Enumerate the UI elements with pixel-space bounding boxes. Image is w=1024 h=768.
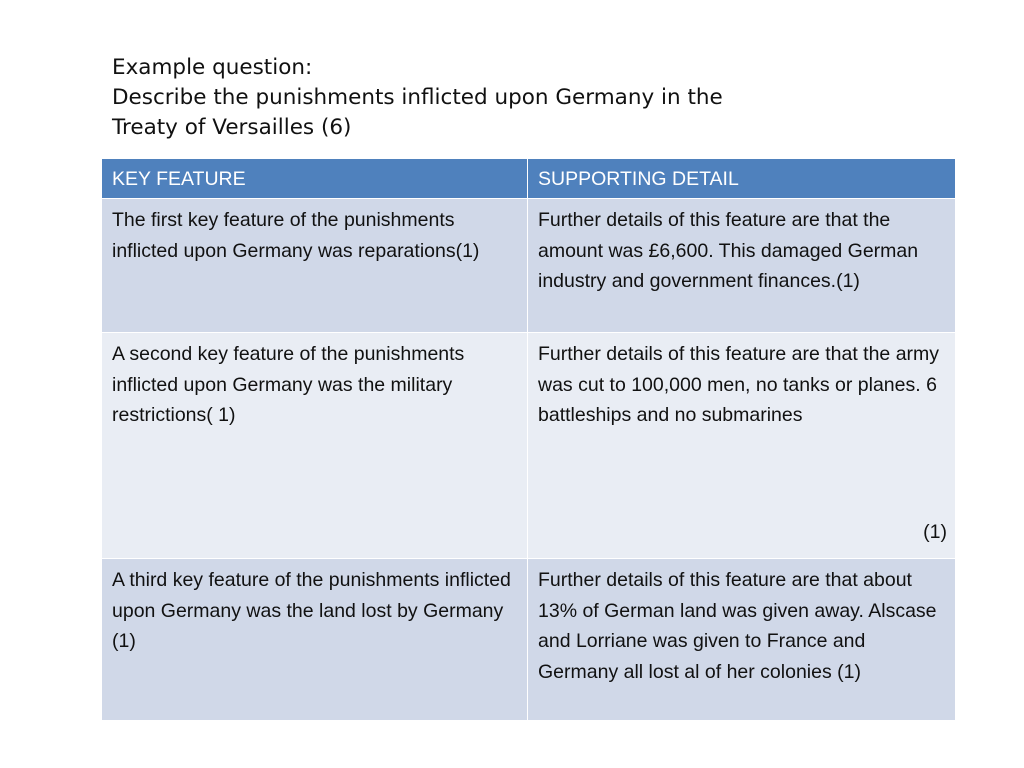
header-supporting-detail: SUPPORTING DETAIL [528, 159, 956, 199]
question-text-line-1: Describe the punishments inflicted upon Germany in the [112, 85, 723, 110]
question-text-line-2: Treaty of Versailles (6) [112, 115, 352, 140]
question-heading [112, 53, 972, 143]
key-feature-cell: A second key feature of the punishments inflicted upon Germany was the military restrictions( 1) [102, 333, 528, 559]
key-feature-cell: The first key feature of the punishments inflicted upon Germany was reparations(1) [102, 199, 528, 333]
question-label: Example question: [112, 55, 313, 80]
header-key-feature: KEY FEATURE [102, 159, 528, 199]
table-header-row [102, 159, 956, 199]
answer-table [101, 158, 956, 721]
table-row [102, 199, 956, 333]
supporting-detail-cell [528, 333, 956, 559]
mark-label: (1) [923, 520, 947, 543]
supporting-detail-text: Further details of this feature are that the army was cut to 100,000 men, no tanks or planes. 6 battleships and no submarines [538, 343, 940, 426]
table-row [102, 333, 956, 559]
supporting-detail-cell: Further details of this feature are that about 13% of German land was given away. Alscase and Lorriane was given to France and Germany all lost al of her colonies (1) [528, 559, 956, 721]
table-row [102, 559, 956, 721]
supporting-detail-cell: Further details of this feature are that the amount was £6,600. This damaged German industry and government finances.(1) [528, 199, 956, 333]
key-feature-cell: A third key feature of the punishments inflicted upon Germany was the land lost by Germany (1) [102, 559, 528, 721]
